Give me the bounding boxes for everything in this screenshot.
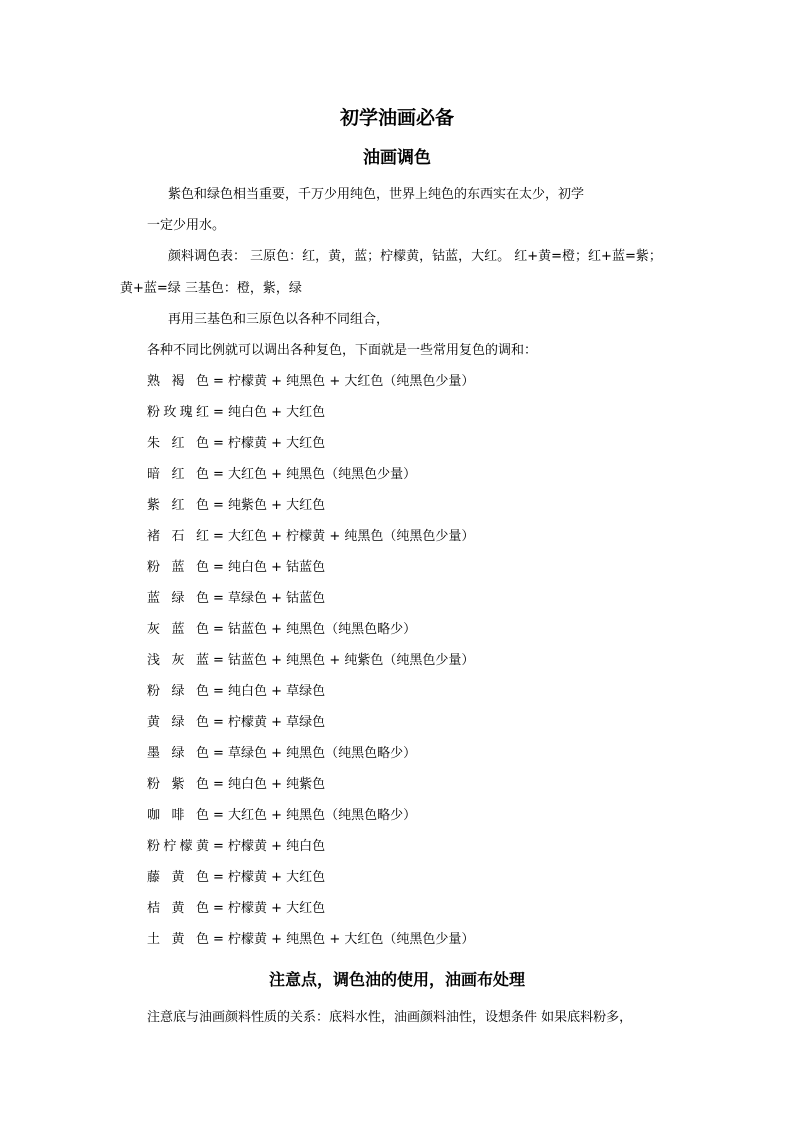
recipe-formula: = 纯白色 + 钴蓝色 bbox=[213, 560, 326, 575]
recipe-color-name: 黄绿色 bbox=[147, 715, 209, 730]
list-item bbox=[147, 744, 474, 775]
notes-paragraph-line-1: 注意底与油画颜料性质的关系：底料水性，油画颜料油性，设想条件 如果底料粉多， bbox=[147, 1010, 633, 1025]
recipe-formula: = 柠檬黄 + 纯黑色 + 大红色（纯黑色少量） bbox=[213, 932, 475, 947]
recipe-formula: = 草绿色 + 钴蓝色 bbox=[213, 591, 326, 606]
recipe-color-name: 蓝绿色 bbox=[147, 591, 209, 606]
recipe-color-name: 藤黄色 bbox=[147, 870, 209, 885]
list-item bbox=[147, 403, 474, 434]
list-item bbox=[147, 868, 474, 899]
color-recipe-list bbox=[147, 372, 474, 961]
mixing-paragraph-line-1: 再用三基色和三原色以各种不同组合， bbox=[168, 312, 390, 327]
recipe-formula: = 草绿色 + 纯黑色（纯黑色略少） bbox=[213, 746, 417, 761]
recipe-formula: = 纯白色 + 草绿色 bbox=[213, 684, 326, 699]
recipe-formula: = 纯紫色 + 大红色 bbox=[213, 498, 326, 513]
recipe-color-name: 土黄色 bbox=[147, 932, 209, 947]
recipe-color-name: 熟褐色 bbox=[147, 374, 209, 389]
intro-paragraph-line-2: 一定少用水。 bbox=[147, 218, 226, 233]
list-item bbox=[147, 372, 474, 403]
recipe-color-name: 粉蓝色 bbox=[147, 560, 209, 575]
list-item bbox=[147, 558, 474, 589]
recipe-color-name: 咖啡色 bbox=[147, 808, 209, 823]
recipe-formula: = 柠檬黄 + 大红色 bbox=[213, 870, 326, 885]
recipe-formula: = 钴蓝色 + 纯黑色 + 纯紫色（纯黑色少量） bbox=[213, 653, 475, 668]
recipe-formula: = 大红色 + 纯黑色（纯黑色少量） bbox=[213, 467, 417, 482]
list-item bbox=[147, 930, 474, 961]
list-item bbox=[147, 899, 474, 930]
list-item bbox=[147, 775, 474, 806]
list-item bbox=[147, 465, 474, 496]
section-title-oil-color-mixing: 油画调色 bbox=[363, 148, 431, 168]
recipe-color-name: 粉绿色 bbox=[147, 684, 209, 699]
list-item bbox=[147, 837, 474, 868]
palette-paragraph-line-2: 黄+蓝=绿 三基色：橙，紫，绿 bbox=[120, 281, 302, 296]
recipe-formula: = 柠檬黄 + 纯黑色 + 大红色（纯黑色少量） bbox=[213, 374, 475, 389]
recipe-formula: = 柠檬黄 + 纯白色 bbox=[213, 839, 326, 854]
recipe-formula: = 大红色 + 纯黑色（纯黑色略少） bbox=[213, 808, 417, 823]
section-title-notes: 注意点，调色油的使用，油画布处理 bbox=[268, 970, 525, 989]
list-item bbox=[147, 434, 474, 465]
recipe-formula: = 大红色 + 柠檬黄 + 纯黑色（纯黑色少量） bbox=[213, 529, 475, 544]
list-item bbox=[147, 682, 474, 713]
recipe-formula: = 钴蓝色 + 纯黑色（纯黑色略少） bbox=[213, 622, 417, 637]
list-item bbox=[147, 527, 474, 558]
list-item bbox=[147, 713, 474, 744]
recipe-color-name: 褚石红 bbox=[147, 529, 209, 544]
recipe-color-name: 浅灰蓝 bbox=[147, 653, 209, 668]
mixing-paragraph-line-2: 各种不同比例就可以调出各种复色，下面就是一些常用复色的调和： bbox=[147, 343, 538, 358]
recipe-color-name: 粉柠檬黄 bbox=[147, 839, 209, 854]
recipe-color-name: 灰蓝色 bbox=[147, 622, 209, 637]
recipe-color-name: 桔黄色 bbox=[147, 901, 209, 916]
list-item bbox=[147, 589, 474, 620]
recipe-color-name: 暗红色 bbox=[147, 467, 209, 482]
list-item bbox=[147, 806, 474, 837]
intro-paragraph-line-1: 紫色和绿色相当重要，千万少用纯色，世界上纯色的东西实在太少，初学 bbox=[168, 187, 585, 202]
recipe-formula: = 纯白色 + 纯紫色 bbox=[213, 777, 326, 792]
list-item bbox=[147, 496, 474, 527]
palette-paragraph-line-1: 颜料调色表： 三原色：红，黄，蓝；柠檬黄，钴蓝，大红。 红+黄=橙；红+蓝=紫； bbox=[168, 249, 662, 264]
list-item bbox=[147, 620, 474, 651]
recipe-formula: = 纯白色 + 大红色 bbox=[213, 405, 326, 420]
recipe-color-name: 紫红色 bbox=[147, 498, 209, 513]
recipe-formula: = 柠檬黄 + 大红色 bbox=[213, 436, 326, 451]
recipe-formula: = 柠檬黄 + 大红色 bbox=[213, 901, 326, 916]
list-item bbox=[147, 651, 474, 682]
recipe-color-name: 粉紫色 bbox=[147, 777, 209, 792]
recipe-color-name: 朱红色 bbox=[147, 436, 209, 451]
recipe-color-name: 墨绿色 bbox=[147, 746, 209, 761]
recipe-color-name: 粉玫瑰红 bbox=[147, 405, 209, 420]
recipe-formula: = 柠檬黄 + 草绿色 bbox=[213, 715, 326, 730]
document-title: 初学油画必备 bbox=[339, 107, 454, 129]
